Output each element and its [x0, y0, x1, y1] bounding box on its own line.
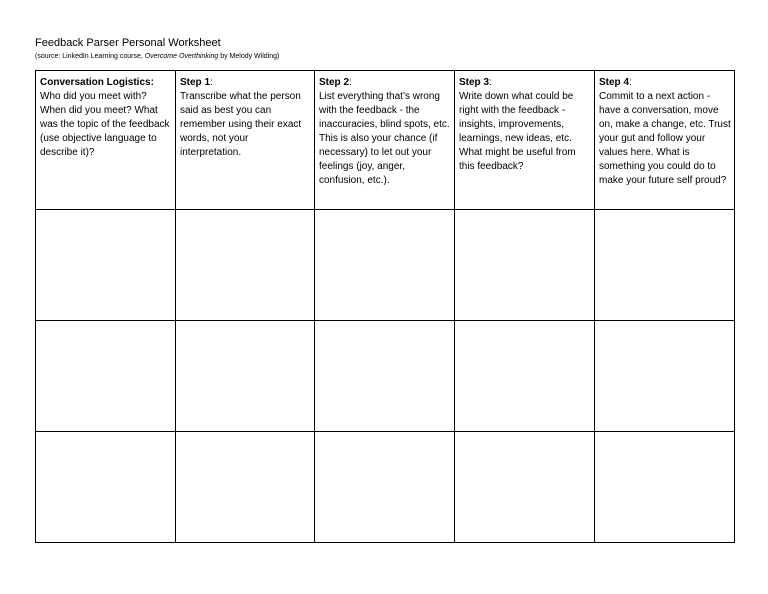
column-heading: Step 2: [319, 77, 350, 88]
entry-cell: [36, 321, 176, 432]
entry-cell: [315, 321, 455, 432]
entry-cell: [595, 321, 735, 432]
entry-row: [36, 321, 735, 432]
source-note: [35, 52, 279, 62]
column-heading-suffix: :: [489, 77, 492, 88]
column-instructions: Transcribe what the person said as best you can remember using their exact words, not your interpretation.: [180, 91, 302, 158]
entry-cell: [595, 432, 735, 543]
entry-cell: [36, 210, 176, 321]
entry-cell: [455, 321, 595, 432]
entry-cell: [176, 432, 315, 543]
entry-row: [36, 432, 735, 543]
header-conversation-logistics: [36, 71, 176, 210]
header-step-2: [315, 71, 455, 210]
worksheet-title: Feedback Parser Personal Worksheet: [35, 37, 221, 49]
entry-row: [36, 210, 735, 321]
source-prefix: (source: LinkedIn Learning course,: [35, 53, 145, 60]
column-instructions: List everything that’s wrong with the feedback - the inaccuracies, blind spots, etc. This is also your chance (if necessary) to let out your feelings (joy, anger, confusion, etc.).: [319, 91, 450, 186]
column-heading-suffix: :: [349, 77, 352, 88]
entry-cell: [315, 432, 455, 543]
entry-cell: [36, 432, 176, 543]
entry-cell: [455, 210, 595, 321]
entry-cell: [176, 321, 315, 432]
column-instructions: Commit to a next action - have a conversation, move on, make a change, etc. Trust your gut and follow your values here. What is something you could do to make your future self proud?: [599, 91, 731, 186]
entry-cell: [176, 210, 315, 321]
column-instructions: Write down what could be right with the feedback - insights, improvements, learnings, new ideas, etc. What might be useful from this feedback?: [459, 91, 576, 172]
column-heading: Step 3: [459, 77, 490, 88]
column-heading: Conversation Logistics:: [40, 77, 154, 88]
entry-cell: [455, 432, 595, 543]
entry-cell: [595, 210, 735, 321]
column-heading: Step 4: [599, 77, 630, 88]
source-suffix: by Melody Wilding): [218, 53, 280, 60]
worksheet-table: [35, 70, 735, 543]
source-course-title: Overcome Overthinking: [144, 53, 219, 60]
column-heading-suffix: :: [629, 77, 632, 88]
entry-cell: [315, 210, 455, 321]
header-step-1: [176, 71, 315, 210]
header-row: [36, 71, 735, 210]
column-heading-suffix: :: [210, 77, 213, 88]
column-heading: Step 1: [180, 77, 211, 88]
header-step-4: [595, 71, 735, 210]
header-step-3: [455, 71, 595, 210]
column-instructions: Who did you meet with? When did you meet? What was the topic of the feedback (use objective language to describe it)?: [40, 91, 170, 158]
